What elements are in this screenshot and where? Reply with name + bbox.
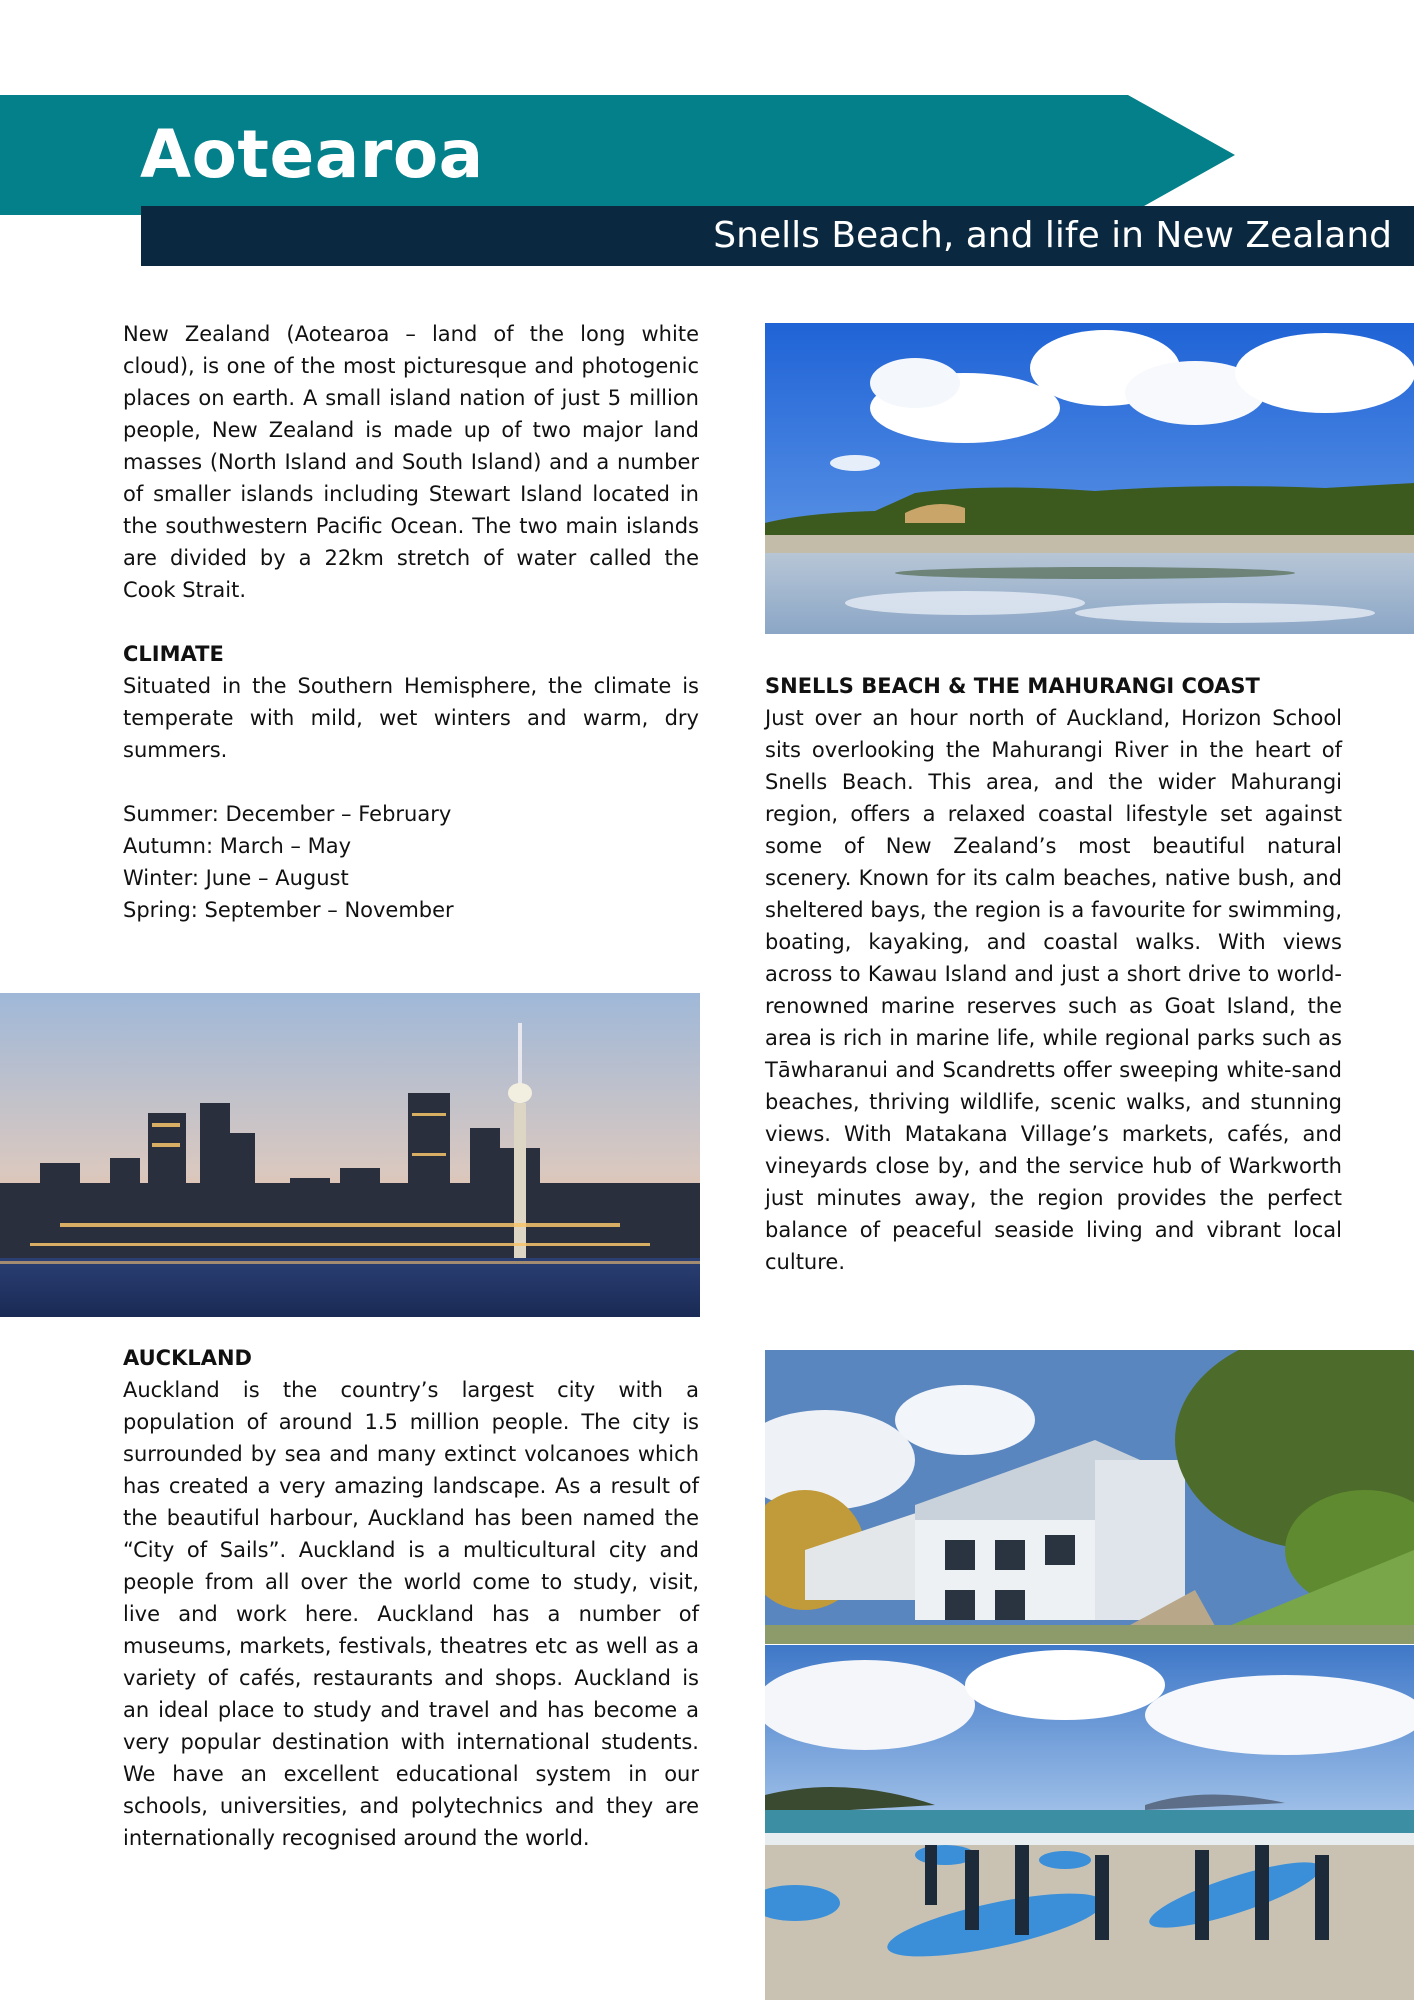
climate-section xyxy=(123,638,699,926)
auckland-paragraph: Auckland is the country’s largest city with a population of around 1.5 million people. The city is surrounded by sea and many extinct volcanoes which has created a very amazing landscape. As a result of the beautiful harbour, Auckland has been named the “City of Sails”. Auckland is a multicultural city and people from all over the world come to study, visit, live and work here. Auckland has a number of museums, markets, festivals, theatres etc as well as a variety of cafés, restaurants and shops. Auckland is an ideal place to study and travel and has become a very popular destination with international students. We have an excellent educational system in our schools, universities, and polytechnics and they are internationally recognised around the world. xyxy=(123,1378,699,1850)
subtitle-bar xyxy=(141,206,1414,266)
season-item: Summer: December – February xyxy=(123,802,452,826)
auckland-section xyxy=(123,1342,699,1854)
climate-paragraph: Situated in the Southern Hemisphere, the climate is temperate with mild, wet winters and warm, dry summers. xyxy=(123,674,699,762)
seasons-list xyxy=(123,798,699,926)
season-item: Winter: June – August xyxy=(123,866,349,890)
intro-paragraph: New Zealand (Aotearoa – land of the long white cloud), is one of the most picturesque and photogenic places on earth. A small island nation of just 5 million people, New Zealand is made up of two major land masses (North Island and South Island) and a number of smaller islands including Stewart Island located in the southwestern Pacific Ocean. The two main islands are divided by a 22km stretch of water called the Cook Strait. xyxy=(123,322,699,602)
page-title: Aotearoa xyxy=(140,116,484,193)
snells-section xyxy=(765,670,1342,1278)
snells-paragraph: Just over an hour north of Auckland, Horizon School sits overlooking the Mahurangi River in the heart of Snells Beach. This area, and the wider Mahurangi region, offers a relaxed coastal lifestyle set against some of New Zealand’s most beautiful natural scenery. Known for its calm beaches, native bush, and sheltered bays, the region is a favourite for swimming, boating, kayaking, and coastal walks. With views across to Kawau Island and just a short drive to world-renowned marine reserves such as Goat Island, the area is rich in marine life, while regional parks such as Tāwharanui and Scandretts offer sweeping white-sand beaches, thriving wildlife, scenic walks, and stunning views. With Matakana Village’s markets, cafés, and vineyards close by, and the service hub of Warkworth just minutes away, the region provides the perfect balance of peaceful seaside living and vibrant local culture. xyxy=(765,706,1342,1274)
season-item: Spring: September – November xyxy=(123,898,454,922)
climate-heading: CLIMATE xyxy=(123,642,224,666)
beach-photo xyxy=(765,323,1414,634)
auckland-heading: AUCKLAND xyxy=(123,1346,252,1370)
page-subtitle: Snells Beach, and life in New Zealand xyxy=(713,215,1392,256)
auckland-skyline-photo xyxy=(0,993,700,1317)
snells-heading: SNELLS BEACH & THE MAHURANGI COAST xyxy=(765,674,1260,698)
school-building-photo xyxy=(765,1350,1414,1644)
intro-section xyxy=(123,318,699,606)
season-item: Autumn: March – May xyxy=(123,834,352,858)
surf-lesson-photo xyxy=(765,1645,1414,2000)
